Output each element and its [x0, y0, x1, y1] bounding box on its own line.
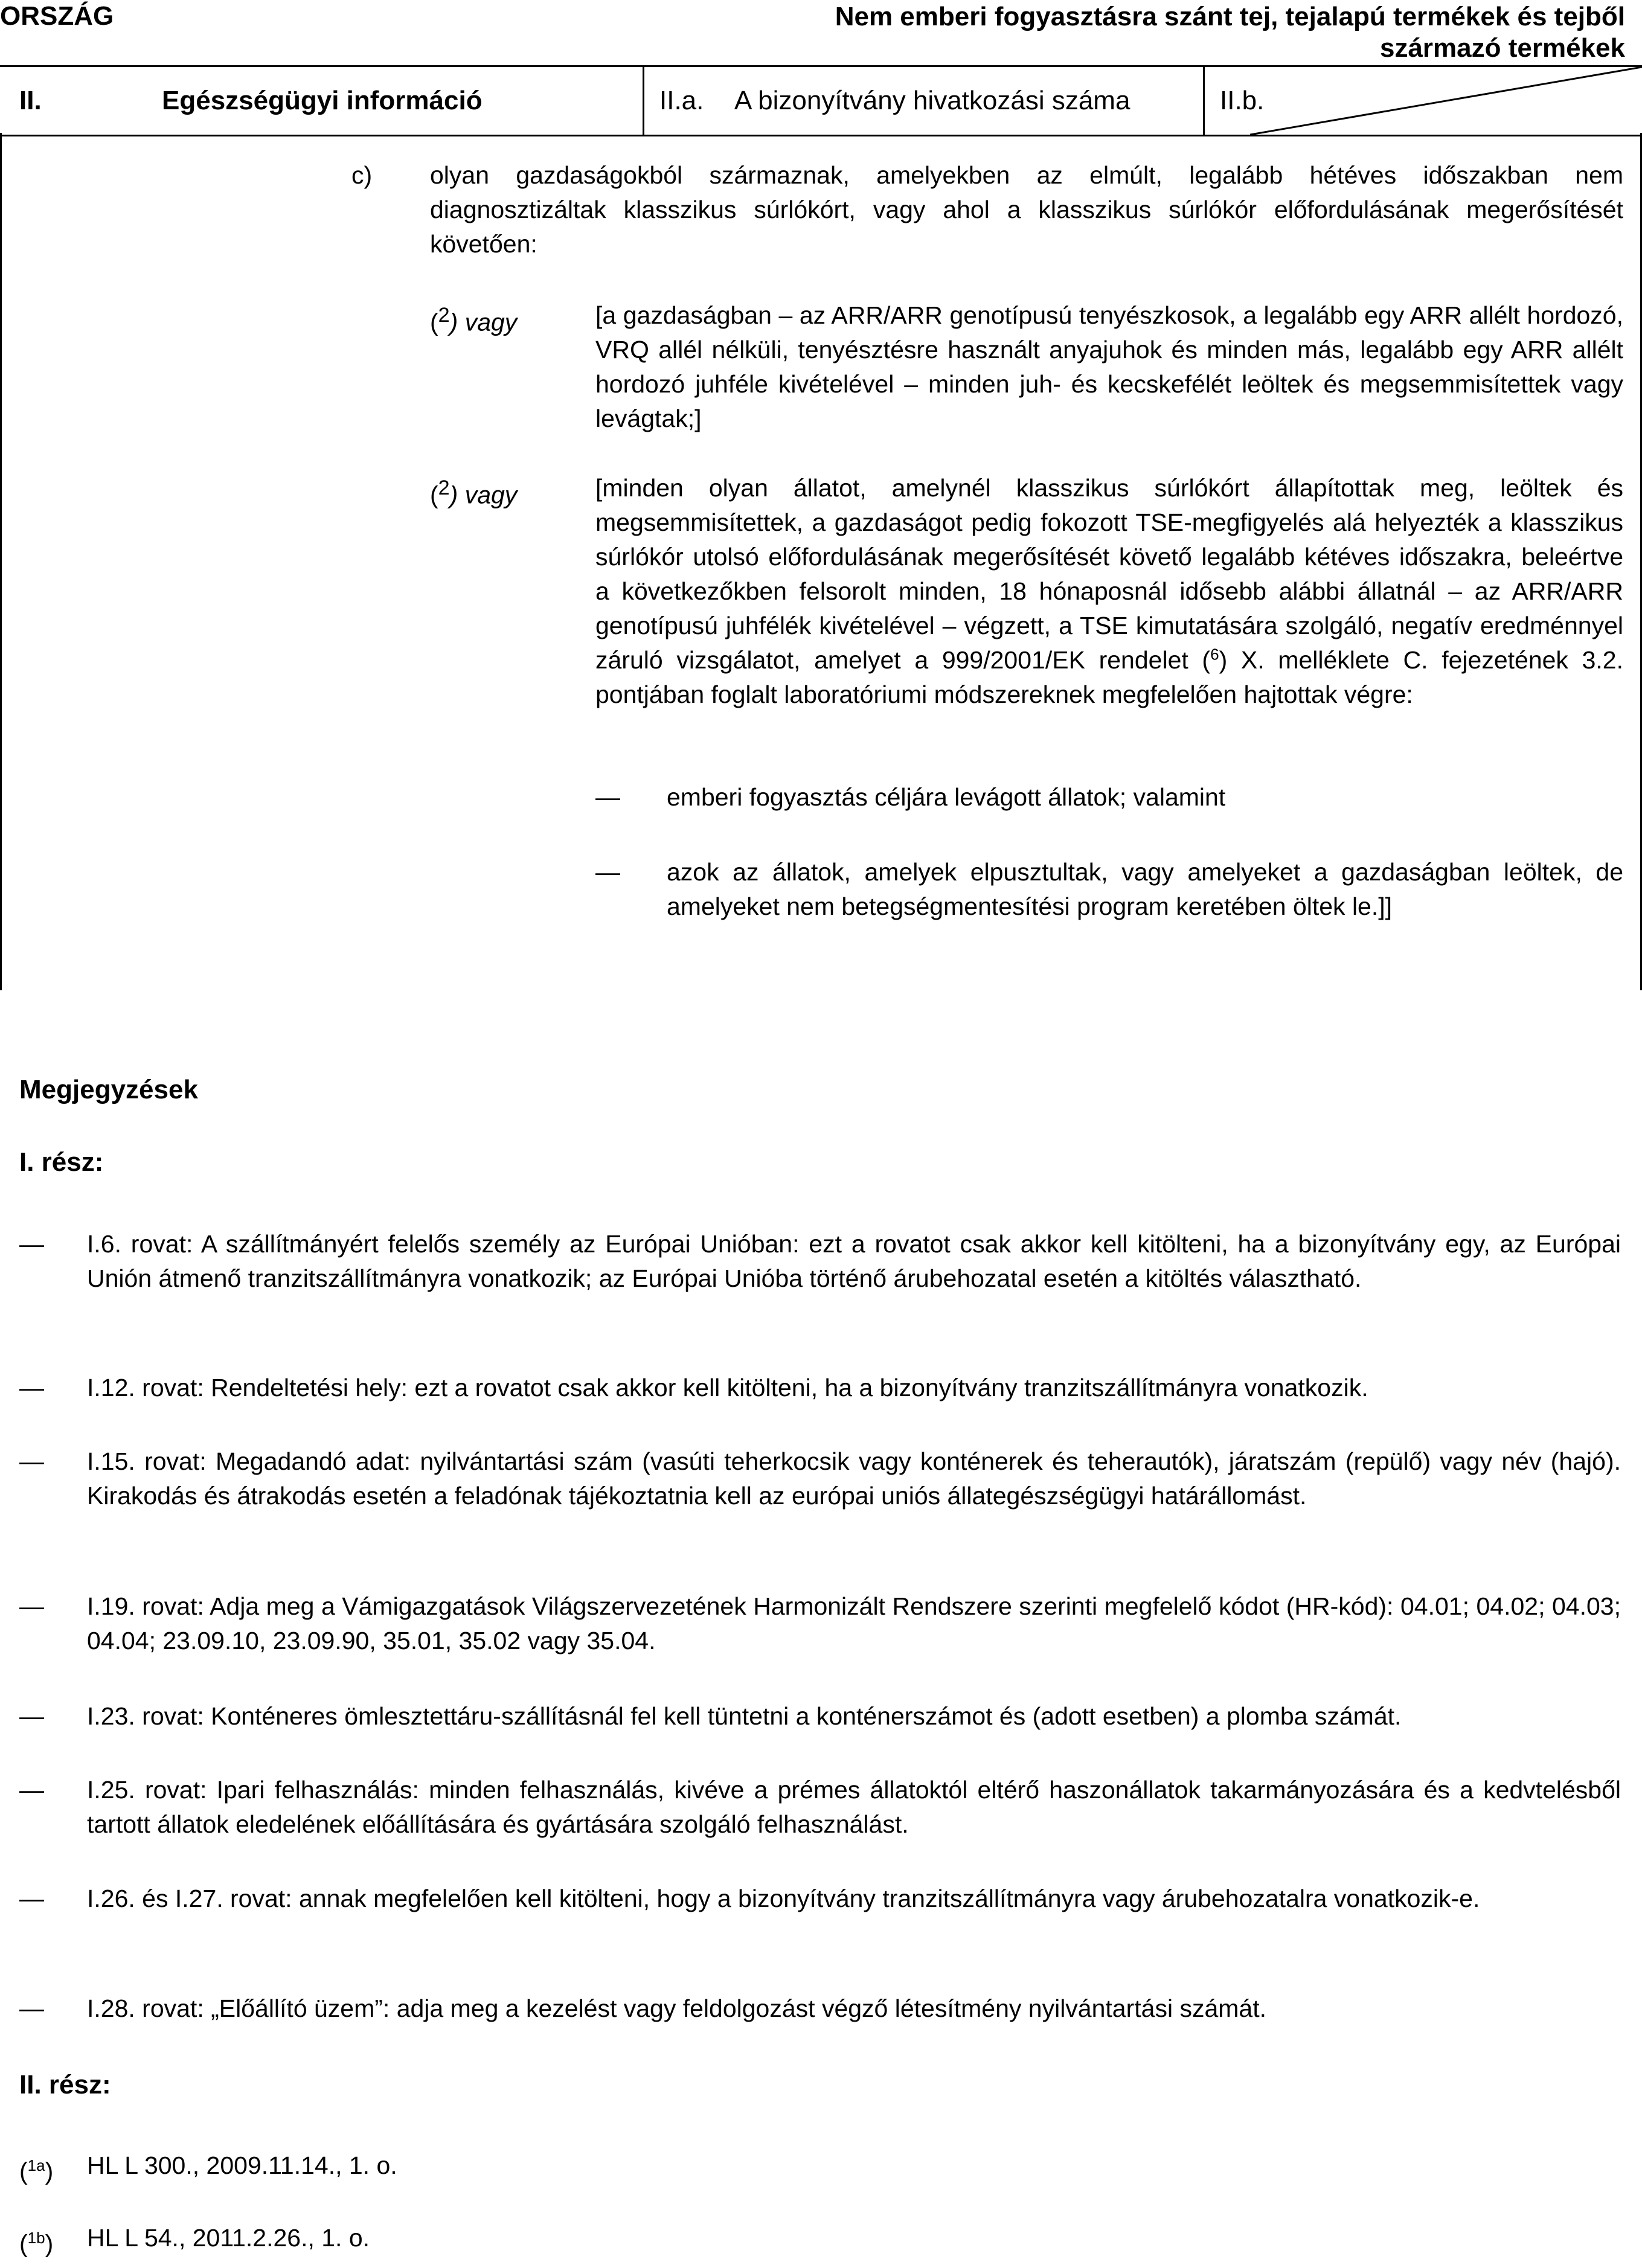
- note-item: I.25. rovat: Ipari felhasználás: minden felhasználás, kivéve a prémes állatoktól eltérő haszonállatok takarmányozására és a kedvtelésből tartott állatok eledelének előállítására és gyártására szolgáló felhasználást.: [87, 1776, 1621, 1838]
- note-item: I.28. rovat: „Előállító üzem”: adja meg a kezelést vagy feldolgozást végző létesítmény nyilvántartási számát.: [87, 1994, 1266, 2022]
- clause-c-text: olyan gazdaságokból származnak, amelyekben az elmúlt, legalább hétéves időszakban nem diagnosztizáltak klasszikus súrlókórt, vagy ahol a klasszikus súrlókór előfordulásának megerősítését követően:: [430, 161, 1623, 258]
- notes-heading: Megjegyzések: [19, 1075, 198, 1104]
- header-divider: [1203, 67, 1205, 135]
- option-1-marker: ($^2$) vagy: [430, 304, 518, 336]
- footnote-marker: ($^{1b}$): [19, 2229, 54, 2258]
- footnote-marker: ($^{1a}$): [19, 2156, 54, 2185]
- note-item: I.23. rovat: Konténeres ömlesztettáru-szállításnál fel kell tüntetni a konténerszámot és (adott esetben) a plomba számát.: [87, 1702, 1402, 1730]
- section-header-row: [0, 65, 1642, 136]
- footnote-text: HL L 300., 2009.11.14., 1. o.: [87, 2151, 397, 2179]
- option-1-text: [a gazdaságban – az ARR/ARR genotípusú tenyészkosok, a legalább egy ARR allélt hordozó, VRQ allél nélküli, tenyésztésre használt anyajuhok és minden más, legalább egy ARR allélt hordozó juhféle kivételével – minden juh- és kecskefélét leöltek és megsemmisítettek vagy levágtak;]: [595, 301, 1623, 432]
- part-1-heading: I. rész:: [19, 1147, 104, 1177]
- section-number: II.: [19, 86, 42, 115]
- reference-number-label: A bizonyítvány hivatkozási száma: [734, 86, 1130, 115]
- footnote-text: HL L 54., 2011.2.26., 1. o.: [87, 2224, 370, 2252]
- note-dash: —: [19, 1885, 44, 1912]
- list-item: emberi fogyasztás céljára levágott állatok; valamint: [667, 783, 1226, 811]
- note-dash: —: [19, 1374, 44, 1401]
- certificate-title: Nem emberi fogyasztásra szánt tej, tejalapú termékek és tejből származó termékek: [835, 2, 1625, 63]
- reference-label-b: II.b.: [1220, 86, 1265, 115]
- list-item: azok az állatok, amelyek elpusztultak, vagy amelyeket a gazdaságban leöltek, de amelyeket nem betegségmentesítési program keretében öltek le.]]: [667, 858, 1623, 920]
- option-2-text: [minden olyan állatot, amelynél klasszikus súrlókórt állapítottak meg, leöltek és megsemmisítettek, a gazdaságot pedig fokozott TSE-megfigyelés alá helyezték a klasszikus súrlókór utolsó előfordulásának megerősítését követő legalább kétéves időszakra, beleértve a következőkben felsorolt minden, 18 hónaposnál idősebb alábbi állatnál – az ARR/ARR genotípusú juhfélék kivételével – végzett, a TSE kimutatására szolgáló, negatív eredménnyel záruló vizsgálatot, amelyet a 999/2001/EK rendelet ($^6$) X. melléklete C. fejezetének 3.2. pontjában foglalt laboratóriumi módszereknek megfelelően hajtottak végre:: [595, 474, 1623, 708]
- frame-left-border: [0, 133, 2, 990]
- note-dash: —: [19, 1447, 44, 1475]
- note-dash: —: [19, 1230, 44, 1258]
- section-title: Egészségügyi információ: [162, 86, 483, 115]
- list-dash: —: [595, 783, 620, 811]
- part-2-heading: II. rész:: [19, 2070, 111, 2100]
- note-dash: —: [19, 1592, 44, 1620]
- note-item: I.19. rovat: Adja meg a Vámigazgatások Világszervezetének Harmonizált Rendszere szerinti megfelelő kódot (HR-kód): 04.01; 04.02; 04.03; 04.04; 23.09.10, 23.09.90, 35.01, 35.02 vagy 35.04.: [87, 1592, 1621, 1655]
- list-dash: —: [595, 858, 620, 886]
- note-item: I.15. rovat: Megadandó adat: nyilvántartási szám (vasúti teherkocsik vagy konténerek és teherautók), járatszám (repülő) vagy név (hajó). Kirakodás és átrakodás esetén a feladónak tájékoztatnia kell az európai uniós állategészségügyi határállomást.: [87, 1447, 1621, 1510]
- header-diagonal-line: [1250, 67, 1642, 135]
- note-dash: —: [19, 1994, 44, 2022]
- note-item: I.6. rovat: A szállítmányért felelős személy az Európai Unióban: ezt a rovatot csak akkor kell kitölteni, ha a bizonyítvány egy, az Európai Unión átmenő tranzitszállítmányra vonatkozik; az Európai Unióba történő árubehozatal esetén a kitöltés választható.: [87, 1230, 1621, 1292]
- note-item: I.12. rovat: Rendeltetési hely: ezt a rovatot csak akkor kell kitölteni, ha a bizonyítvány tranzitszállítmányra vonatkozik.: [87, 1374, 1368, 1401]
- clause-c-label: c): [351, 161, 373, 189]
- note-item: I.26. és I.27. rovat: annak megfelelően kell kitölteni, hogy a bizonyítvány tranzitszállítmányra vagy árubehozatalra vonatkozik-e.: [87, 1885, 1480, 1912]
- option-2-marker: ($^2$) vagy: [430, 476, 518, 509]
- footnote-ref: 6: [1210, 645, 1219, 664]
- header-divider: [643, 67, 644, 135]
- country-label: ORSZÁG: [0, 1, 114, 31]
- reference-label-a: II.a.: [659, 86, 704, 115]
- footnote-ref: 2: [438, 304, 450, 327]
- note-dash: —: [19, 1702, 44, 1730]
- note-dash: —: [19, 1776, 44, 1804]
- footnote-ref: 2: [438, 476, 450, 499]
